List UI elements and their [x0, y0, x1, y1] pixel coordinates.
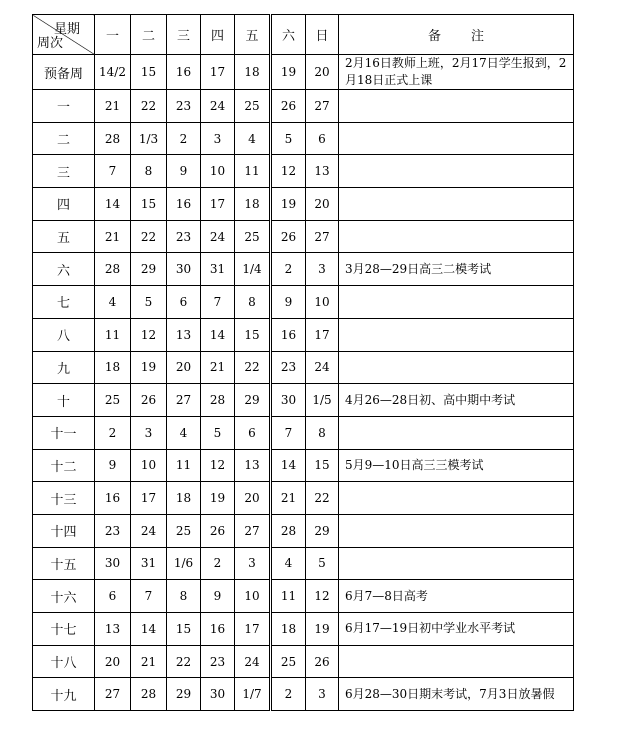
date-cell-thu: 26 — [201, 514, 235, 547]
date-cell-tue: 17 — [131, 482, 167, 515]
date-cell-mon: 14 — [95, 188, 131, 221]
date-cell-tue: 19 — [131, 351, 167, 384]
date-cell-thu: 14 — [201, 318, 235, 351]
date-cell-tue: 3 — [131, 416, 167, 449]
note-cell: 6月28—30日期末考试，7月3日放暑假 — [339, 678, 574, 711]
date-cell-mon: 20 — [95, 645, 131, 678]
date-cell-fri: 25 — [235, 90, 271, 123]
date-cell-wed: 20 — [167, 351, 201, 384]
date-cell-sat: 12 — [271, 155, 306, 188]
date-cell-sat: 21 — [271, 482, 306, 515]
week-label: 十三 — [33, 482, 95, 515]
date-cell-sun: 13 — [306, 155, 339, 188]
date-cell-fri: 10 — [235, 580, 271, 613]
corner-weekday-label: 星期 — [53, 22, 80, 37]
table-row — [33, 645, 574, 678]
date-cell-mon: 25 — [95, 384, 131, 417]
date-cell-thu: 19 — [201, 482, 235, 515]
header-day-sat: 六 — [271, 15, 306, 55]
header-day-fri: 五 — [235, 15, 271, 55]
date-cell-sat: 5 — [271, 122, 306, 155]
date-cell-sat: 9 — [271, 286, 306, 319]
date-cell-tue: 28 — [131, 678, 167, 711]
notes-heading-part-1: 备 — [427, 29, 441, 44]
date-cell-sun: 26 — [306, 645, 339, 678]
date-cell-thu: 7 — [201, 286, 235, 319]
header-day-tue: 二 — [131, 15, 167, 55]
week-label: 一 — [33, 90, 95, 123]
table-row — [33, 286, 574, 319]
date-cell-sat: 23 — [271, 351, 306, 384]
date-cell-tue: 31 — [131, 547, 167, 580]
date-cell-fri: 18 — [235, 55, 271, 90]
week-label: 十九 — [33, 678, 95, 711]
date-cell-sun: 3 — [306, 678, 339, 711]
week-label: 十六 — [33, 580, 95, 613]
header-day-wed: 三 — [167, 15, 201, 55]
date-cell-fri: 6 — [235, 416, 271, 449]
date-cell-mon: 7 — [95, 155, 131, 188]
date-cell-wed: 2 — [167, 122, 201, 155]
date-cell-wed: 27 — [167, 384, 201, 417]
date-cell-wed: 22 — [167, 645, 201, 678]
note-cell — [339, 318, 574, 351]
date-cell-sun: 20 — [306, 55, 339, 90]
date-cell-mon: 11 — [95, 318, 131, 351]
date-cell-tue: 7 — [131, 580, 167, 613]
date-cell-sat: 14 — [271, 449, 306, 482]
date-cell-wed: 9 — [167, 155, 201, 188]
date-cell-tue: 29 — [131, 253, 167, 286]
date-cell-thu: 5 — [201, 416, 235, 449]
date-cell-sat: 4 — [271, 547, 306, 580]
date-cell-fri: 4 — [235, 122, 271, 155]
date-cell-sun: 20 — [306, 188, 339, 221]
note-cell — [339, 514, 574, 547]
date-cell-mon: 4 — [95, 286, 131, 319]
note-cell — [339, 188, 574, 221]
note-cell — [339, 122, 574, 155]
table-row — [33, 318, 574, 351]
date-cell-sun: 3 — [306, 253, 339, 286]
date-cell-tue: 12 — [131, 318, 167, 351]
date-cell-thu: 31 — [201, 253, 235, 286]
date-cell-sat: 11 — [271, 580, 306, 613]
date-cell-thu: 17 — [201, 188, 235, 221]
date-cell-fri: 1/7 — [235, 678, 271, 711]
date-cell-tue: 22 — [131, 90, 167, 123]
date-cell-thu: 10 — [201, 155, 235, 188]
date-cell-wed: 8 — [167, 580, 201, 613]
note-cell: 2月16日教师上班，2月17日学生报到，2月18日正式上课 — [339, 55, 574, 90]
date-cell-mon: 14/2 — [95, 55, 131, 90]
table-row — [33, 220, 574, 253]
date-cell-sat: 18 — [271, 613, 306, 646]
date-cell-thu: 12 — [201, 449, 235, 482]
header-day-mon: 一 — [95, 15, 131, 55]
date-cell-sun: 12 — [306, 580, 339, 613]
week-label: 八 — [33, 318, 95, 351]
date-cell-fri: 8 — [235, 286, 271, 319]
note-cell: 6月17—19日初中学业水平考试 — [339, 613, 574, 646]
week-label: 十八 — [33, 645, 95, 678]
date-cell-sun: 19 — [306, 613, 339, 646]
date-cell-wed: 16 — [167, 188, 201, 221]
notes-heading-part-2: 注 — [471, 29, 485, 44]
date-cell-mon: 18 — [95, 351, 131, 384]
school-calendar-table — [32, 14, 574, 711]
date-cell-sat: 25 — [271, 645, 306, 678]
note-cell: 5月9—10日高三三模考试 — [339, 449, 574, 482]
date-cell-tue: 24 — [131, 514, 167, 547]
date-cell-sun: 24 — [306, 351, 339, 384]
date-cell-tue: 21 — [131, 645, 167, 678]
table-row — [33, 90, 574, 123]
date-cell-sun: 10 — [306, 286, 339, 319]
date-cell-thu: 23 — [201, 645, 235, 678]
date-cell-sun: 1/5 — [306, 384, 339, 417]
date-cell-wed: 1/6 — [167, 547, 201, 580]
week-label: 十七 — [33, 613, 95, 646]
date-cell-tue: 1/3 — [131, 122, 167, 155]
date-cell-fri: 25 — [235, 220, 271, 253]
date-cell-mon: 30 — [95, 547, 131, 580]
table-row — [33, 678, 574, 711]
date-cell-thu: 2 — [201, 547, 235, 580]
date-cell-tue: 22 — [131, 220, 167, 253]
date-cell-tue: 10 — [131, 449, 167, 482]
header-notes — [339, 15, 574, 55]
date-cell-tue: 15 — [131, 55, 167, 90]
date-cell-mon: 9 — [95, 449, 131, 482]
note-cell: 4月26—28日初、高中期中考试 — [339, 384, 574, 417]
week-label: 十一 — [33, 416, 95, 449]
date-cell-wed: 30 — [167, 253, 201, 286]
date-cell-mon: 28 — [95, 122, 131, 155]
week-label: 七 — [33, 286, 95, 319]
date-cell-sun: 17 — [306, 318, 339, 351]
date-cell-fri: 20 — [235, 482, 271, 515]
table-row — [33, 514, 574, 547]
date-cell-fri: 13 — [235, 449, 271, 482]
date-cell-thu: 21 — [201, 351, 235, 384]
header-day-thu: 四 — [201, 15, 235, 55]
table-row — [33, 55, 574, 90]
note-cell: 6月7—8日高考 — [339, 580, 574, 613]
date-cell-thu: 16 — [201, 613, 235, 646]
date-cell-fri: 29 — [235, 384, 271, 417]
date-cell-wed: 29 — [167, 678, 201, 711]
date-cell-sat: 16 — [271, 318, 306, 351]
date-cell-sat: 2 — [271, 253, 306, 286]
date-cell-sat: 19 — [271, 55, 306, 90]
date-cell-mon: 16 — [95, 482, 131, 515]
date-cell-tue: 5 — [131, 286, 167, 319]
date-cell-sun: 27 — [306, 220, 339, 253]
week-label: 二 — [33, 122, 95, 155]
date-cell-sun: 29 — [306, 514, 339, 547]
week-label: 九 — [33, 351, 95, 384]
date-cell-mon: 21 — [95, 220, 131, 253]
note-cell — [339, 482, 574, 515]
week-label: 十五 — [33, 547, 95, 580]
table-row — [33, 580, 574, 613]
table-row — [33, 482, 574, 515]
note-cell — [339, 547, 574, 580]
date-cell-thu: 24 — [201, 220, 235, 253]
date-cell-tue: 14 — [131, 613, 167, 646]
note-cell — [339, 90, 574, 123]
table-row — [33, 416, 574, 449]
date-cell-mon: 2 — [95, 416, 131, 449]
table-row — [33, 384, 574, 417]
date-cell-wed: 13 — [167, 318, 201, 351]
date-cell-tue: 26 — [131, 384, 167, 417]
date-cell-thu: 3 — [201, 122, 235, 155]
week-label: 十四 — [33, 514, 95, 547]
date-cell-fri: 1/4 — [235, 253, 271, 286]
table-row — [33, 449, 574, 482]
date-cell-sat: 19 — [271, 188, 306, 221]
date-cell-sun: 6 — [306, 122, 339, 155]
date-cell-sun: 27 — [306, 90, 339, 123]
date-cell-wed: 16 — [167, 55, 201, 90]
date-cell-wed: 4 — [167, 416, 201, 449]
date-cell-sat: 30 — [271, 384, 306, 417]
date-cell-mon: 21 — [95, 90, 131, 123]
table-row — [33, 122, 574, 155]
date-cell-wed: 25 — [167, 514, 201, 547]
calendar-body — [33, 55, 574, 711]
date-cell-sat: 26 — [271, 90, 306, 123]
date-cell-fri: 18 — [235, 188, 271, 221]
date-cell-wed: 15 — [167, 613, 201, 646]
date-cell-fri: 27 — [235, 514, 271, 547]
date-cell-wed: 23 — [167, 90, 201, 123]
date-cell-fri: 11 — [235, 155, 271, 188]
date-cell-sat: 26 — [271, 220, 306, 253]
table-row — [33, 155, 574, 188]
date-cell-sat: 2 — [271, 678, 306, 711]
note-cell: 3月28—29日高三二模考试 — [339, 253, 574, 286]
date-cell-thu: 24 — [201, 90, 235, 123]
date-cell-tue: 15 — [131, 188, 167, 221]
date-cell-fri: 22 — [235, 351, 271, 384]
date-cell-thu: 17 — [201, 55, 235, 90]
date-cell-mon: 6 — [95, 580, 131, 613]
date-cell-thu: 30 — [201, 678, 235, 711]
note-cell — [339, 416, 574, 449]
header-row — [33, 15, 574, 55]
week-label: 三 — [33, 155, 95, 188]
table-row — [33, 188, 574, 221]
date-cell-sun: 22 — [306, 482, 339, 515]
table-row — [33, 253, 574, 286]
header-day-sun: 日 — [306, 15, 339, 55]
date-cell-thu: 9 — [201, 580, 235, 613]
date-cell-wed: 11 — [167, 449, 201, 482]
note-cell — [339, 351, 574, 384]
table-row — [33, 547, 574, 580]
date-cell-wed: 23 — [167, 220, 201, 253]
note-cell — [339, 220, 574, 253]
week-label: 预备周 — [33, 55, 95, 90]
date-cell-mon: 27 — [95, 678, 131, 711]
date-cell-mon: 13 — [95, 613, 131, 646]
date-cell-sat: 28 — [271, 514, 306, 547]
date-cell-fri: 3 — [235, 547, 271, 580]
week-label: 十 — [33, 384, 95, 417]
date-cell-sun: 15 — [306, 449, 339, 482]
table-row — [33, 613, 574, 646]
date-cell-wed: 6 — [167, 286, 201, 319]
corner-week-label: 周次 — [37, 36, 64, 51]
week-label: 五 — [33, 220, 95, 253]
date-cell-sat: 7 — [271, 416, 306, 449]
date-cell-mon: 28 — [95, 253, 131, 286]
date-cell-thu: 28 — [201, 384, 235, 417]
note-cell — [339, 286, 574, 319]
note-cell — [339, 155, 574, 188]
date-cell-fri: 17 — [235, 613, 271, 646]
date-cell-fri: 24 — [235, 645, 271, 678]
week-label: 四 — [33, 188, 95, 221]
date-cell-mon: 23 — [95, 514, 131, 547]
week-label: 十二 — [33, 449, 95, 482]
week-label: 六 — [33, 253, 95, 286]
date-cell-tue: 8 — [131, 155, 167, 188]
table-row — [33, 351, 574, 384]
date-cell-sun: 8 — [306, 416, 339, 449]
date-cell-sun: 5 — [306, 547, 339, 580]
note-cell — [339, 645, 574, 678]
date-cell-fri: 15 — [235, 318, 271, 351]
corner-header-cell — [33, 15, 95, 55]
date-cell-wed: 18 — [167, 482, 201, 515]
